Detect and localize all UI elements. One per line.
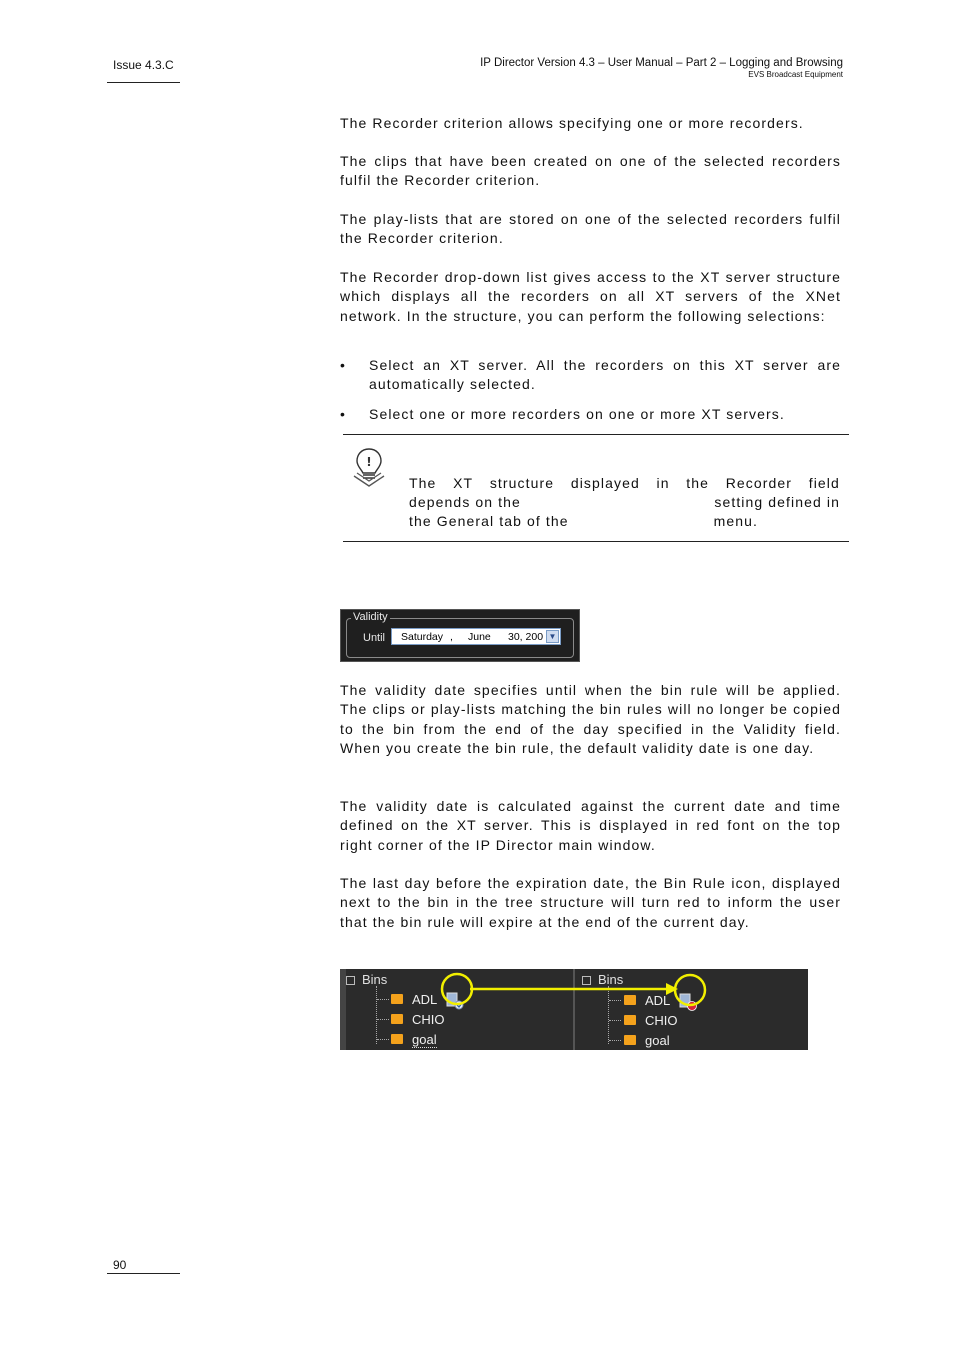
highlight-circle — [440, 972, 474, 1006]
folder-icon — [391, 1034, 403, 1044]
paragraph-recorder-intro: The Recorder criterion allows specifying one or more recorders. — [340, 115, 804, 131]
bin-item-chio[interactable]: CHIO — [645, 1013, 678, 1028]
validity-date-picker[interactable] — [391, 628, 561, 645]
folder-icon — [624, 1015, 636, 1025]
bins-tree-screenshot — [340, 969, 808, 1050]
paragraph-recorder-dropdown: The Recorder drop-down list gives access to the XT server structure which displays all the recorders on all XT servers of the XNet network. In the structure, you can perform the following selections: — [340, 269, 841, 324]
bin-item-adl[interactable]: ADL — [412, 992, 438, 1007]
bins-root-label: Bins — [598, 972, 624, 987]
note-lightbulb-icon — [352, 446, 386, 488]
company-name: EVS Broadcast Equipment — [748, 70, 843, 79]
validity-widget-screenshot — [340, 609, 580, 662]
manual-title: IP Director Version 4.3 – User Manual – Part 2 – Logging and Browsing — [480, 57, 843, 69]
bin-item-goal[interactable]: goal — [645, 1033, 670, 1048]
svg-text:!: ! — [366, 455, 372, 469]
footer-rule — [107, 1273, 180, 1274]
issue-label: Issue 4.3.C — [113, 58, 174, 72]
note-bottom-rule — [343, 541, 849, 542]
paragraph-validity-date: The validity date specifies until when the bin rule will be applied. The clips or play-lists matching the bin rules will no longer be copied to the bin from the end of the day specified in the Validity field. When you create the bin rule, the default validity date is one day. — [340, 682, 841, 757]
note-text — [409, 474, 840, 532]
note-line-3: the General tab of the menu. — [409, 513, 759, 530]
bin-item-goal[interactable]: goal — [412, 1032, 437, 1047]
date-comma: , — [450, 631, 453, 643]
note-top-rule — [343, 434, 849, 435]
collapse-icon[interactable] — [346, 976, 355, 985]
bullet-glyph: • — [340, 406, 347, 422]
bins-root-label: Bins — [362, 972, 388, 987]
running-header — [480, 57, 843, 79]
page-number: 90 — [113, 1258, 127, 1272]
header-left-rule — [107, 82, 180, 83]
arrow-right-icon — [470, 981, 680, 997]
list-item: • Select an XT server. All the recorders on this XT server are automatically selected. — [340, 357, 841, 393]
list-item: • Select one or more recorders on one or more XT servers. — [340, 405, 841, 424]
folder-icon — [624, 1035, 636, 1045]
folder-icon — [391, 994, 403, 1004]
folder-icon — [391, 1014, 403, 1024]
paragraph-expiration: The last day before the expiration date, the Bin Rule icon, displayed next to the bin in the tree structure will turn red to inform the user that the bin rule will expire at the end of the current day. — [340, 875, 841, 930]
date-day-year: 30, 200 — [508, 631, 544, 643]
paragraph-validity-calc: The validity date is calculated against the current date and time defined on the XT server. This is displayed in red font on the top right corner of the IP Director main window. — [340, 798, 841, 853]
note-line-1: The XT structure displayed in the Recorder field — [409, 475, 840, 491]
bullet-glyph: • — [340, 357, 347, 373]
bin-item-chio[interactable]: CHIO — [412, 1012, 445, 1027]
paragraph-recorder-clips: The clips that have been created on one of the selected recorders fulfil the Recorder criterion. — [340, 153, 841, 189]
bin-item-adl[interactable]: ADL — [645, 993, 671, 1008]
date-day: Saturday — [401, 631, 444, 643]
chevron-down-icon[interactable]: ▼ — [546, 630, 559, 643]
note-line-2: depends on the setting defined in — [409, 494, 840, 511]
validity-legend: Validity — [353, 611, 388, 623]
until-label: Until — [363, 632, 386, 644]
paragraph-recorder-playlists: The play-lists that are stored on one of the selected recorders fulfil the Recorder criterion. — [340, 211, 841, 247]
date-month: June — [468, 631, 491, 643]
